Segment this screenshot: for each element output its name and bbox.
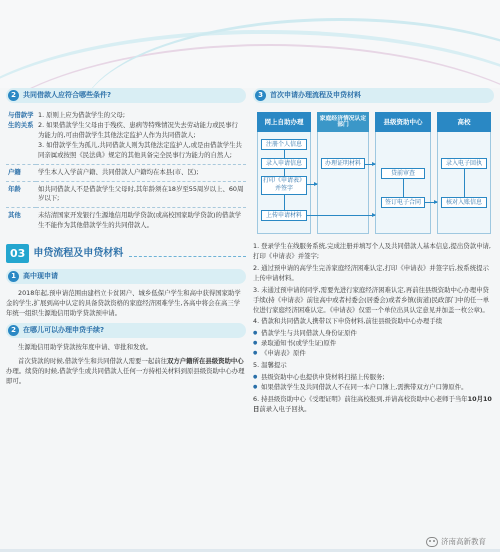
section-number: 3 (255, 90, 266, 101)
subsection-title: 高中现申请 (23, 272, 58, 281)
flow-diagram (253, 108, 494, 236)
row-line: 3. 如借款学生为孤儿,共同借款人则为其他法定监护人,或是由借款学生共同亲属或按照《民法典》规定的其他具备完全民事行为能力的自然人; (38, 140, 242, 159)
section-title: 首次申请办理流程及申贷材料 (270, 91, 361, 100)
flow-step-contract: 签订电子合同 (381, 197, 425, 208)
table-row (6, 108, 246, 164)
row-line: 2. 如果借款学生父母由于残疾、患病等特殊情况失去劳动能力或民事行为能力的,可由借款学生其他法定监护人作为共同借款人; (38, 120, 238, 139)
subsection-number: 2 (8, 325, 19, 336)
material-item: ● 《申请表》原件 (253, 349, 494, 359)
flow-step-verify: 核对入账信息 (441, 197, 487, 208)
flow-step-certificate: 办理证明材料 (321, 158, 365, 169)
row-key: 户籍 (6, 164, 36, 181)
header-decoration (0, 0, 500, 88)
paragraph: 生源地信用助学贷款按年度申请、审批和发放。 (18, 343, 153, 352)
subsection-2-header (6, 323, 246, 338)
row-key: 其他 (8, 211, 21, 220)
section-cond-header (6, 88, 246, 103)
list-item: 3. 未通过预申请的同学,需要先进行家庭经济困难认定,再前往县级资助中心办理申贷手续(持《申请表》前往高中或者村委会(居委会)或者乡镇(街道)民政部门中的任一单位进行家庭经济困难认定。《申请表》仅需一个单位出具认定意见并加盖一枚公章)。 (253, 285, 490, 314)
row-line: 学生本人入学前户籍、共同借款人户籍均在本县(市、区); (36, 164, 246, 181)
row-line: 未结清国家开发银行生源地信用助学贷款(或高校国家助学贷款)的借款学生不能作为其他借款学生的共同借款人。 (38, 211, 242, 230)
flow-head-family: 家庭经济情况认定部门 (317, 112, 369, 132)
subsection-number: 1 (8, 271, 19, 282)
flow-step-upload: 上传申请材料 (261, 210, 307, 221)
row-key: 与借款学生的关系 (6, 108, 36, 164)
flow-step-input: 录入申请信息 (261, 158, 307, 169)
left-column (6, 88, 246, 391)
wechat-icon (426, 537, 438, 547)
table-row (6, 164, 246, 181)
flow-head-county: 县级资助中心 (375, 112, 431, 132)
row-line: 1. 原则上应为借款学生的父母; (38, 111, 125, 119)
section-title: 共同借款人应符合哪些条件? (23, 91, 112, 100)
list-item: 4. 借款和共同借款人携带以下申贷材料,前往县级资助中心办理手续 (253, 317, 443, 326)
list-item: 6. 持县级资助中心《受理证明》前往高校报到,并请高校资助中心老师于当年10月10日前录入电子回执。 (253, 394, 492, 413)
section-number: 03 (6, 244, 29, 263)
flow-head-online: 网上自助办理 (257, 112, 311, 132)
flow-step-review: 贷前审查 (381, 168, 425, 179)
section-flow-header (253, 88, 494, 103)
watermark (426, 536, 486, 548)
flow-head-university: 高校 (437, 112, 491, 132)
section-number: 2 (8, 90, 19, 101)
table-row (6, 208, 246, 234)
subsection-title: 在哪儿可以办理申贷手续? (23, 326, 105, 335)
flow-column-bg (317, 130, 369, 234)
flow-step-print: 打印《申请表》并签字 (261, 176, 307, 195)
steps-list (253, 242, 494, 415)
material-item: ● 借款学生与共同借款人身份证原件 (253, 329, 494, 339)
tip-item: ● 如果借款学生及共同借款人不在同一本户口簿上,需携带双方户口簿原件。 (253, 383, 494, 393)
row-key: 年龄 (6, 181, 36, 208)
material-item: ● 录取通知书(或学生证)原件 (253, 339, 494, 349)
list-item: 2. 通过预申请的高学生完善家庭经济困难认定,打印《申请表》并签字后,按系统提示上传申请材料。 (253, 263, 489, 282)
tip-item: ● 县级资助中心也提供申贷材料扫描上传服务; (253, 373, 494, 383)
row-line: 如共同借款人不是借款学生父母时,其年龄须在18岁至55周岁以上、60周岁以下; (36, 181, 246, 208)
paragraph: 2018年起,预申请范围由建档立卡贫困户、城乡低保户学生和高中获得国家助学金的学生,扩展到高中认定的具备贷款资格的家庭经济困难学生,各高中将会在高三学年统一组织生源地信用助学贷款预申请。 (6, 289, 241, 318)
section-title: 申贷流程及申贷材料 (33, 247, 124, 259)
paragraph: 首次贷款的时候,借款学生和共同借款人需要一起前往双方户籍所在县级资助中心办理。续贷的时候,借款学生或共同借款人任何一方持相关材料到原县级资助中心办理即可。 (6, 356, 245, 385)
list-item: 5. 温馨提示 (253, 361, 287, 370)
flow-step-receipt: 录入电子回执 (441, 158, 487, 169)
watermark-text: 济南高新教育 (441, 537, 486, 547)
right-column (253, 88, 494, 417)
process-section-header (6, 244, 246, 263)
table-row (6, 181, 246, 208)
list-item: 1. 登录学生在线服务系统,完成注册并填写个人及共同借款人基本信息,提出贷款申请,打印《申请表》并签字; (253, 242, 491, 260)
conditions-table (6, 108, 246, 234)
flow-step-register: 注册个人信息 (261, 139, 307, 150)
subsection-1-header (6, 269, 246, 284)
